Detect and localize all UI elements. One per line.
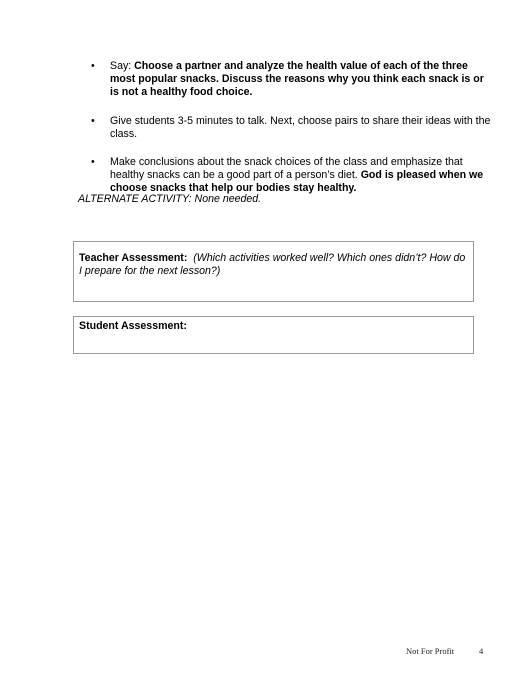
footer-text: Not For Profit	[406, 646, 455, 656]
bullet-icon: •	[91, 60, 95, 72]
lesson-steps-list	[0, 60, 532, 211]
list-item	[0, 115, 532, 141]
step-text: Give students 3-5 minutes to talk. Next, choose pairs to share their ideas with the class.	[110, 114, 491, 140]
teacher-assessment-prompt: (Which activities worked well? Which ones didn’t? How do I prepare for the next lesson?)	[79, 252, 466, 278]
student-assessment-label: Student Assessment:	[79, 320, 187, 332]
bullet-icon: •	[91, 114, 95, 127]
student-assessment-box	[73, 316, 474, 354]
list-item	[0, 60, 532, 100]
teacher-assessment-label: Teacher Assessment:	[79, 252, 188, 264]
page-number: 4	[479, 646, 484, 656]
step-bold-text: Choose a partner and analyze the health value of each of the three most popular snacks. Discuss the reasons why you think each snack is or is not a healthy food choice.	[110, 60, 484, 99]
bullet-icon: •	[91, 156, 95, 169]
step-bold-text: God is pleased when we choose snacks that help our bodies stay healthy.	[110, 169, 484, 195]
teacher-assessment-box	[73, 241, 474, 302]
alternate-activity: ALTERNATE ACTIVITY: None needed.	[78, 193, 262, 205]
list-item	[0, 156, 532, 196]
step-lead-text: Say:	[110, 60, 135, 72]
step-text: Make conclusions about the snack choices of the class and emphasize that healthy snacks can be a good part of a person’s diet.	[110, 156, 463, 182]
